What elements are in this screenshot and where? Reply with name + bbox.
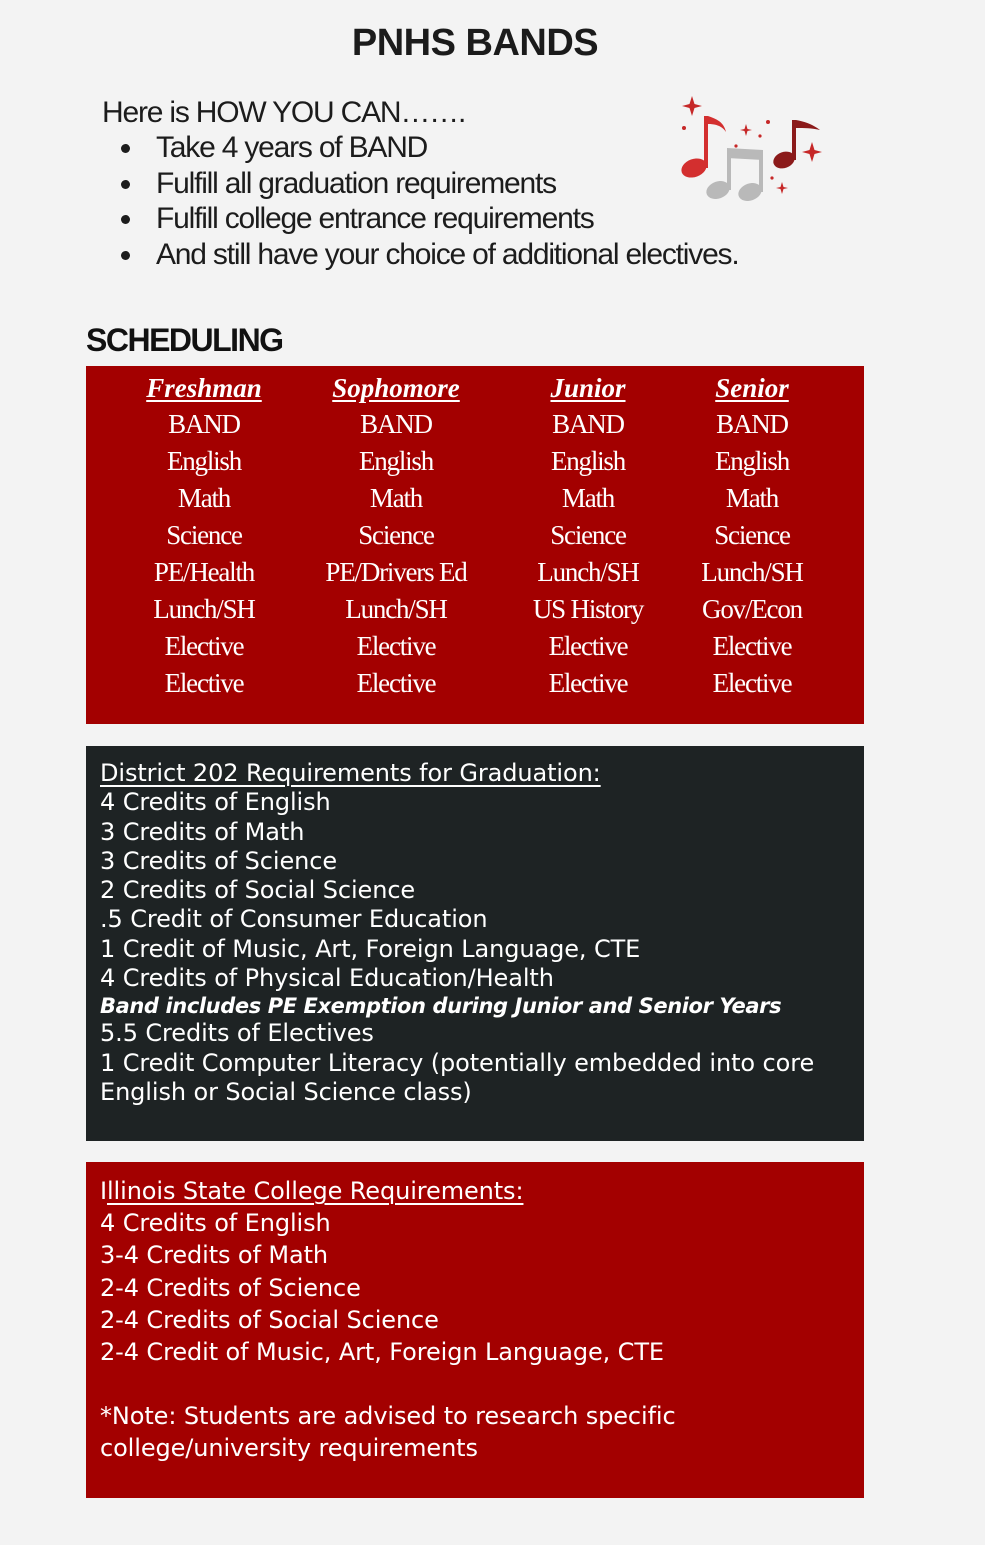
schedule-cell: Science bbox=[166, 520, 242, 550]
requirement-item: 5.5 Credits of Electives bbox=[100, 1019, 374, 1048]
schedule-cell: Elective bbox=[356, 631, 436, 661]
graduation-requirements-panel bbox=[86, 746, 864, 1141]
schedule-cell: Elective bbox=[548, 631, 628, 661]
requirement-item: 3-4 Credits of Math bbox=[100, 1241, 329, 1270]
page-title: PNHS BANDS bbox=[351, 22, 599, 64]
schedule-cell: PE/Health bbox=[153, 557, 255, 587]
intro-bullet-list bbox=[102, 130, 739, 272]
schedule-cell: BAND bbox=[360, 409, 432, 439]
schedule-cell: Elective bbox=[164, 668, 244, 698]
requirement-item: 4 Credits of English bbox=[100, 1209, 331, 1238]
schedule-cell: English bbox=[714, 446, 790, 476]
schedule-column-senior bbox=[678, 366, 826, 704]
intro-bullet: And still have your choice of additional electives. bbox=[102, 237, 739, 273]
column-header: Senior bbox=[715, 373, 789, 403]
schedule-cell: BAND bbox=[716, 409, 788, 439]
requirement-item: 1 Credit Computer Literacy (potentially embedded into core English or Social Science class) bbox=[100, 1048, 815, 1106]
schedule-cell: Science bbox=[358, 520, 434, 550]
music-notes-icon bbox=[672, 94, 832, 210]
requirement-item: 3 Credits of Math bbox=[100, 817, 305, 846]
bullet-dot-icon bbox=[121, 215, 130, 224]
requirement-item: 3 Credits of Science bbox=[100, 846, 338, 875]
schedule-cell: Math bbox=[369, 483, 423, 513]
schedule-cell: BAND bbox=[168, 409, 240, 439]
schedule-column-sophomore bbox=[306, 366, 486, 704]
intro-bullet: Take 4 years of BAND bbox=[102, 130, 739, 166]
bullet-dot-icon bbox=[121, 251, 130, 260]
college-requirements-panel bbox=[86, 1162, 864, 1498]
schedule-cell: Elective bbox=[712, 668, 792, 698]
schedule-cell: Elective bbox=[356, 668, 436, 698]
schedule-cell: Lunch/SH bbox=[345, 594, 447, 624]
requirement-item: 2-4 Credits of Science bbox=[100, 1273, 361, 1302]
schedule-cell: Math bbox=[177, 483, 231, 513]
college-note: *Note: Students are advised to research specific college/university requirements bbox=[100, 1402, 676, 1463]
requirement-item: 2 Credits of Social Science bbox=[100, 876, 416, 905]
schedule-column-junior bbox=[508, 366, 668, 704]
pe-exemption-note: Band includes PE Exemption during Junior and Senior Years bbox=[100, 994, 782, 1019]
schedule-cell: Elective bbox=[712, 631, 792, 661]
schedule-cell: English bbox=[550, 446, 626, 476]
requirement-item: 4 Credits of Physical Education/Health bbox=[100, 964, 554, 993]
schedule-table bbox=[86, 366, 864, 724]
column-header: Sophomore bbox=[332, 373, 460, 403]
schedule-cell: Science bbox=[714, 520, 790, 550]
intro-lead: Here is HOW YOU CAN……. bbox=[102, 96, 466, 129]
bullet-dot-icon bbox=[121, 144, 130, 153]
schedule-cell: US History bbox=[532, 594, 644, 624]
schedule-cell: PE/Drivers Ed bbox=[325, 557, 467, 587]
column-header: Junior bbox=[550, 373, 626, 403]
schedule-column-freshman bbox=[124, 366, 284, 704]
schedule-cell: Lunch/SH bbox=[153, 594, 255, 624]
schedule-cell: English bbox=[358, 446, 434, 476]
schedule-cell: Elective bbox=[164, 631, 244, 661]
intro-bullet: Fulfill all graduation requirements bbox=[102, 166, 739, 202]
requirement-item: .5 Credit of Consumer Education bbox=[100, 905, 488, 934]
schedule-cell: Lunch/SH bbox=[537, 557, 639, 587]
schedule-cell: Lunch/SH bbox=[701, 557, 803, 587]
bullet-dot-icon bbox=[121, 180, 130, 189]
requirement-item: 2-4 Credits of Social Science bbox=[100, 1305, 439, 1334]
schedule-cell: Math bbox=[725, 483, 779, 513]
column-header: Freshman bbox=[146, 373, 262, 403]
schedule-cell: English bbox=[166, 446, 242, 476]
schedule-cell: Math bbox=[561, 483, 615, 513]
intro-section bbox=[102, 95, 739, 272]
requirement-item: 4 Credits of English bbox=[100, 788, 331, 817]
requirement-item: 1 Credit of Music, Art, Foreign Language, CTE bbox=[100, 934, 641, 963]
intro-bullet: Fulfill college entrance requirements bbox=[102, 201, 739, 237]
schedule-cell: Elective bbox=[548, 668, 628, 698]
graduation-heading: District 202 Requirements for Graduation: bbox=[100, 759, 601, 787]
schedule-cell: Gov/Econ bbox=[702, 594, 802, 624]
schedule-cell: BAND bbox=[552, 409, 624, 439]
requirement-item: 2-4 Credit of Music, Art, Foreign Language, CTE bbox=[100, 1338, 664, 1367]
scheduling-heading: SCHEDULING bbox=[86, 322, 283, 358]
schedule-cell: Science bbox=[550, 520, 626, 550]
college-heading: Illinois State College Requirements: bbox=[100, 1177, 524, 1205]
